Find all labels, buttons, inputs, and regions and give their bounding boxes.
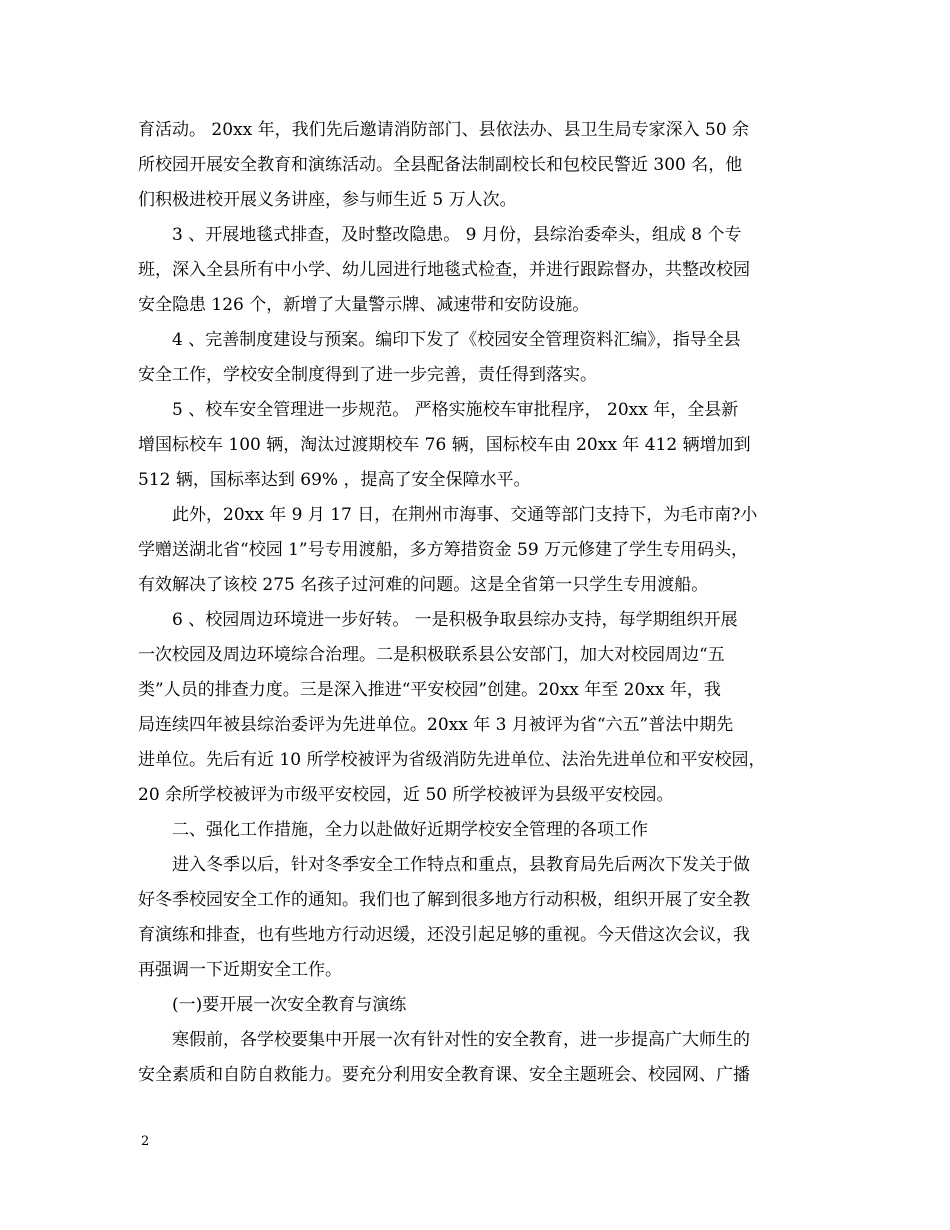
text-line: 有效解决了该校 275 名孩子过河难的问题。这是全省第一只学生专用渡船。: [138, 575, 709, 595]
text-line: 寒假前，各学校要集中开展一次有针对性的安全教育，进一步提高广大师生的: [172, 1030, 750, 1050]
text-line: 增国标校车 100 辆，淘汰过渡期校车 76 辆，国标校车由 20xx 年 412 辆增加到: [138, 435, 751, 455]
text-line: 安全素质和自防自救能力。要充分利用安全教育课、安全主题班会、校园网、广播: [138, 1065, 750, 1085]
section-heading: 二、强化工作措施，全力以赴做好近期学校安全管理的各项工作: [172, 820, 648, 840]
text-line: 好冬季校园安全工作的通知。我们也了解到很多地方行动积极，组织开展了安全教: [138, 890, 750, 910]
subsection-heading: (一)要开展一次安全教育与演练: [172, 995, 407, 1015]
text-line: 进单位。先后有近 10 所学校被评为省级消防先进单位、法治先进单位和平安校园，: [138, 750, 766, 770]
text-line: 6 、校园周边环境进一步好转。 一是积极争取县综办支持，每学期组织开展: [172, 610, 738, 630]
text-line: 安全隐患 126 个，新增了大量警示牌、减速带和安防设施。: [138, 295, 590, 315]
text-line: 学赠送湖北省“校园 1”号专用渡船，多方筹措资金 59 万元修建了学生专用码头，: [138, 540, 749, 560]
body-text: [138, 113, 813, 1093]
text-line: 进入冬季以后，针对冬季安全工作特点和重点，县教育局先后两次下发关于做: [172, 855, 750, 875]
page-number: 2: [141, 1134, 150, 1149]
text-line: 局连续四年被县综治委评为先进单位。20xx 年 3 月被评为省“六五”普法中期先: [138, 715, 734, 735]
text-line: 一次校园及周边环境综合治理。二是积极联系县公安部门，加大对校园周边“五: [138, 645, 725, 665]
text-line: 此外，20xx 年 9 月 17 日，在荆州市海事、交通等部门支持下，为毛市南?小: [172, 505, 758, 525]
text-line: 类”人员的排查力度。三是深入推进“平安校园”创建。20xx 年至 20xx 年，我: [138, 680, 721, 700]
text-line: 所校园开展安全教育和演练活动。全县配备法制副校长和包校民警近 300 名，他: [138, 155, 743, 175]
text-line: 20 余所学校被评为市级平安校园，近 50 所学校被评为县级平安校园。: [138, 785, 674, 805]
text-line: 4 、完善制度建设与预案。编印下发了《校园安全管理资料汇编》，指导全县: [172, 330, 741, 350]
text-line: 育演练和排查，也有些地方行动迟缓，还没引起足够的重视。今天借这次会议，我: [138, 925, 750, 945]
text-line: 512 辆，国标率达到 69% ，提高了安全保障水平。: [138, 470, 531, 490]
text-line: 再强调一下近期安全工作。: [138, 960, 342, 980]
text-line: 5 、校车安全管理进一步规范。 严格实施校车审批程序， 20xx 年，全县新: [172, 400, 739, 420]
text-line: 们积极进校开展义务讲座，参与师生近 5 万人次。: [138, 190, 517, 210]
text-line: 班，深入全县所有中小学、幼儿园进行地毯式检查，并进行跟踪督办，共整改校园: [138, 260, 750, 280]
text-line: 3 、开展地毯式排查，及时整改隐患。 9 月份，县综治委牵头，组成 8 个专: [172, 225, 742, 245]
text-line: 育活动。 20xx 年，我们先后邀请消防部门、县依法办、县卫生局专家深入 50 余: [138, 120, 750, 140]
text-line: 安全工作，学校安全制度得到了进一步完善，责任得到落实。: [138, 365, 597, 385]
